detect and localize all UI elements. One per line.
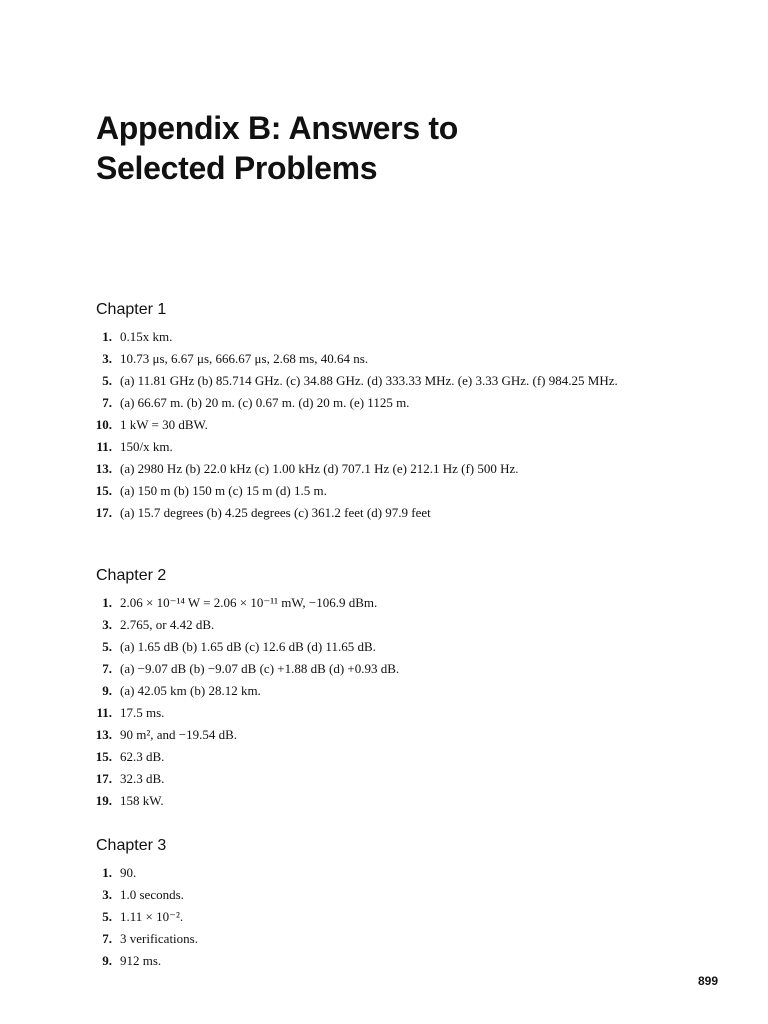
- answer-list: [96, 592, 636, 812]
- problem-number: 1.: [102, 595, 112, 610]
- answer-item: [96, 768, 636, 790]
- problem-number: 9.: [102, 683, 112, 698]
- answer-item: [96, 326, 636, 348]
- answer-item: [96, 884, 636, 906]
- answer-item: [96, 592, 636, 614]
- answer-text: (a) 42.05 km (b) 28.12 km.: [120, 683, 261, 698]
- answer-item: [96, 636, 636, 658]
- answer-item: [96, 502, 636, 524]
- problem-number: 17.: [95, 505, 112, 520]
- answer-text: (a) 2980 Hz (b) 22.0 kHz (c) 1.00 kHz (d) 707.1 Hz (e) 212.1 Hz (f) 500 Hz.: [120, 461, 519, 476]
- problem-number: 19.: [95, 793, 112, 808]
- answer-text: 3 verifications.: [120, 931, 198, 946]
- problem-number: 15.: [95, 483, 112, 498]
- answer-item: [96, 724, 636, 746]
- answer-item: [96, 746, 636, 768]
- answer-text: (a) 66.67 m. (b) 20 m. (c) 0.67 m. (d) 20 m. (e) 1125 m.: [120, 395, 410, 410]
- problem-number: 7.: [102, 661, 112, 676]
- answer-item: [96, 658, 636, 680]
- problem-number: 11.: [96, 439, 112, 454]
- problem-number: 9.: [102, 953, 112, 968]
- answer-text: (a) 1.65 dB (b) 1.65 dB (c) 12.6 dB (d) 11.65 dB.: [120, 639, 376, 654]
- problem-number: 5.: [102, 639, 112, 654]
- page-number: 899: [697, 974, 718, 988]
- problem-number: 13.: [95, 461, 112, 476]
- title-line-2: Selected Problems: [96, 150, 378, 186]
- answer-text: 1.0 seconds.: [120, 887, 184, 902]
- answer-item: [96, 414, 636, 436]
- answer-text: 158 kW.: [120, 793, 164, 808]
- problem-number: 15.: [95, 749, 112, 764]
- answer-text: 0.15x km.: [120, 329, 173, 344]
- answer-item: [96, 614, 636, 636]
- answer-text: 1 kW = 30 dBW.: [120, 417, 208, 432]
- problem-number: 10.: [95, 417, 112, 432]
- problem-number: 1.: [102, 329, 112, 344]
- answer-text: (a) 15.7 degrees (b) 4.25 degrees (c) 361.2 feet (d) 97.9 feet: [120, 505, 431, 520]
- answer-item: [96, 370, 636, 392]
- problem-number: 13.: [95, 727, 112, 742]
- answer-list: [96, 862, 636, 972]
- answer-text: 17.5 ms.: [120, 705, 165, 720]
- answer-item: [96, 862, 636, 884]
- answer-item: [96, 480, 636, 502]
- chapter-2-section: [96, 566, 636, 812]
- chapter-heading: Chapter 1: [96, 301, 167, 318]
- answer-item: [96, 392, 636, 414]
- problem-number: 1.: [102, 865, 112, 880]
- answer-item: [96, 790, 636, 812]
- answer-text: 1.11 × 10⁻².: [120, 909, 184, 924]
- answer-text: 150/x km.: [120, 439, 173, 454]
- chapter-heading: Chapter 3: [96, 837, 167, 854]
- page-title: [96, 108, 656, 188]
- answer-text: 10.73 μs, 6.67 μs, 666.67 μs, 2.68 ms, 40.64 ns.: [120, 351, 369, 366]
- problem-number: 5.: [102, 373, 112, 388]
- answer-text: 2.765, or 4.42 dB.: [120, 617, 215, 632]
- answer-item: [96, 928, 636, 950]
- answer-text: 90 m², and −19.54 dB.: [120, 727, 238, 742]
- problem-number: 3.: [102, 617, 112, 632]
- problem-number: 11.: [96, 705, 112, 720]
- answer-text: (a) −9.07 dB (b) −9.07 dB (c) +1.88 dB (d) +0.93 dB.: [120, 661, 400, 676]
- problem-number: 17.: [95, 771, 112, 786]
- answer-item: [96, 436, 636, 458]
- problem-number: 5.: [102, 909, 112, 924]
- answer-text: 32.3 dB.: [120, 771, 165, 786]
- answer-text: 62.3 dB.: [120, 749, 165, 764]
- chapter-1-section: [96, 300, 636, 524]
- answer-text: (a) 150 m (b) 150 m (c) 15 m (d) 1.5 m.: [120, 483, 327, 498]
- answer-item: [96, 348, 636, 370]
- answer-item: [96, 702, 636, 724]
- answer-list: [96, 326, 636, 524]
- problem-number: 3.: [102, 351, 112, 366]
- problem-number: 7.: [102, 395, 112, 410]
- answer-text: 2.06 × 10⁻¹⁴ W = 2.06 × 10⁻¹¹ mW, −106.9 dBm.: [120, 595, 378, 610]
- problem-number: 7.: [102, 931, 112, 946]
- chapter-3-section: [96, 836, 636, 972]
- chapter-heading: Chapter 2: [96, 567, 167, 584]
- answer-item: [96, 458, 636, 480]
- answer-item: [96, 906, 636, 928]
- answer-text: 90.: [120, 865, 137, 880]
- title-line-1: Appendix B: Answers to: [96, 110, 459, 146]
- problem-number: 3.: [102, 887, 112, 902]
- answer-item: [96, 950, 636, 972]
- answer-item: [96, 680, 636, 702]
- answer-text: 912 ms.: [120, 953, 162, 968]
- answer-text: (a) 11.81 GHz (b) 85.714 GHz. (c) 34.88 GHz. (d) 333.33 MHz. (e) 3.33 GHz. (f) 984.25 MHz.: [120, 373, 618, 388]
